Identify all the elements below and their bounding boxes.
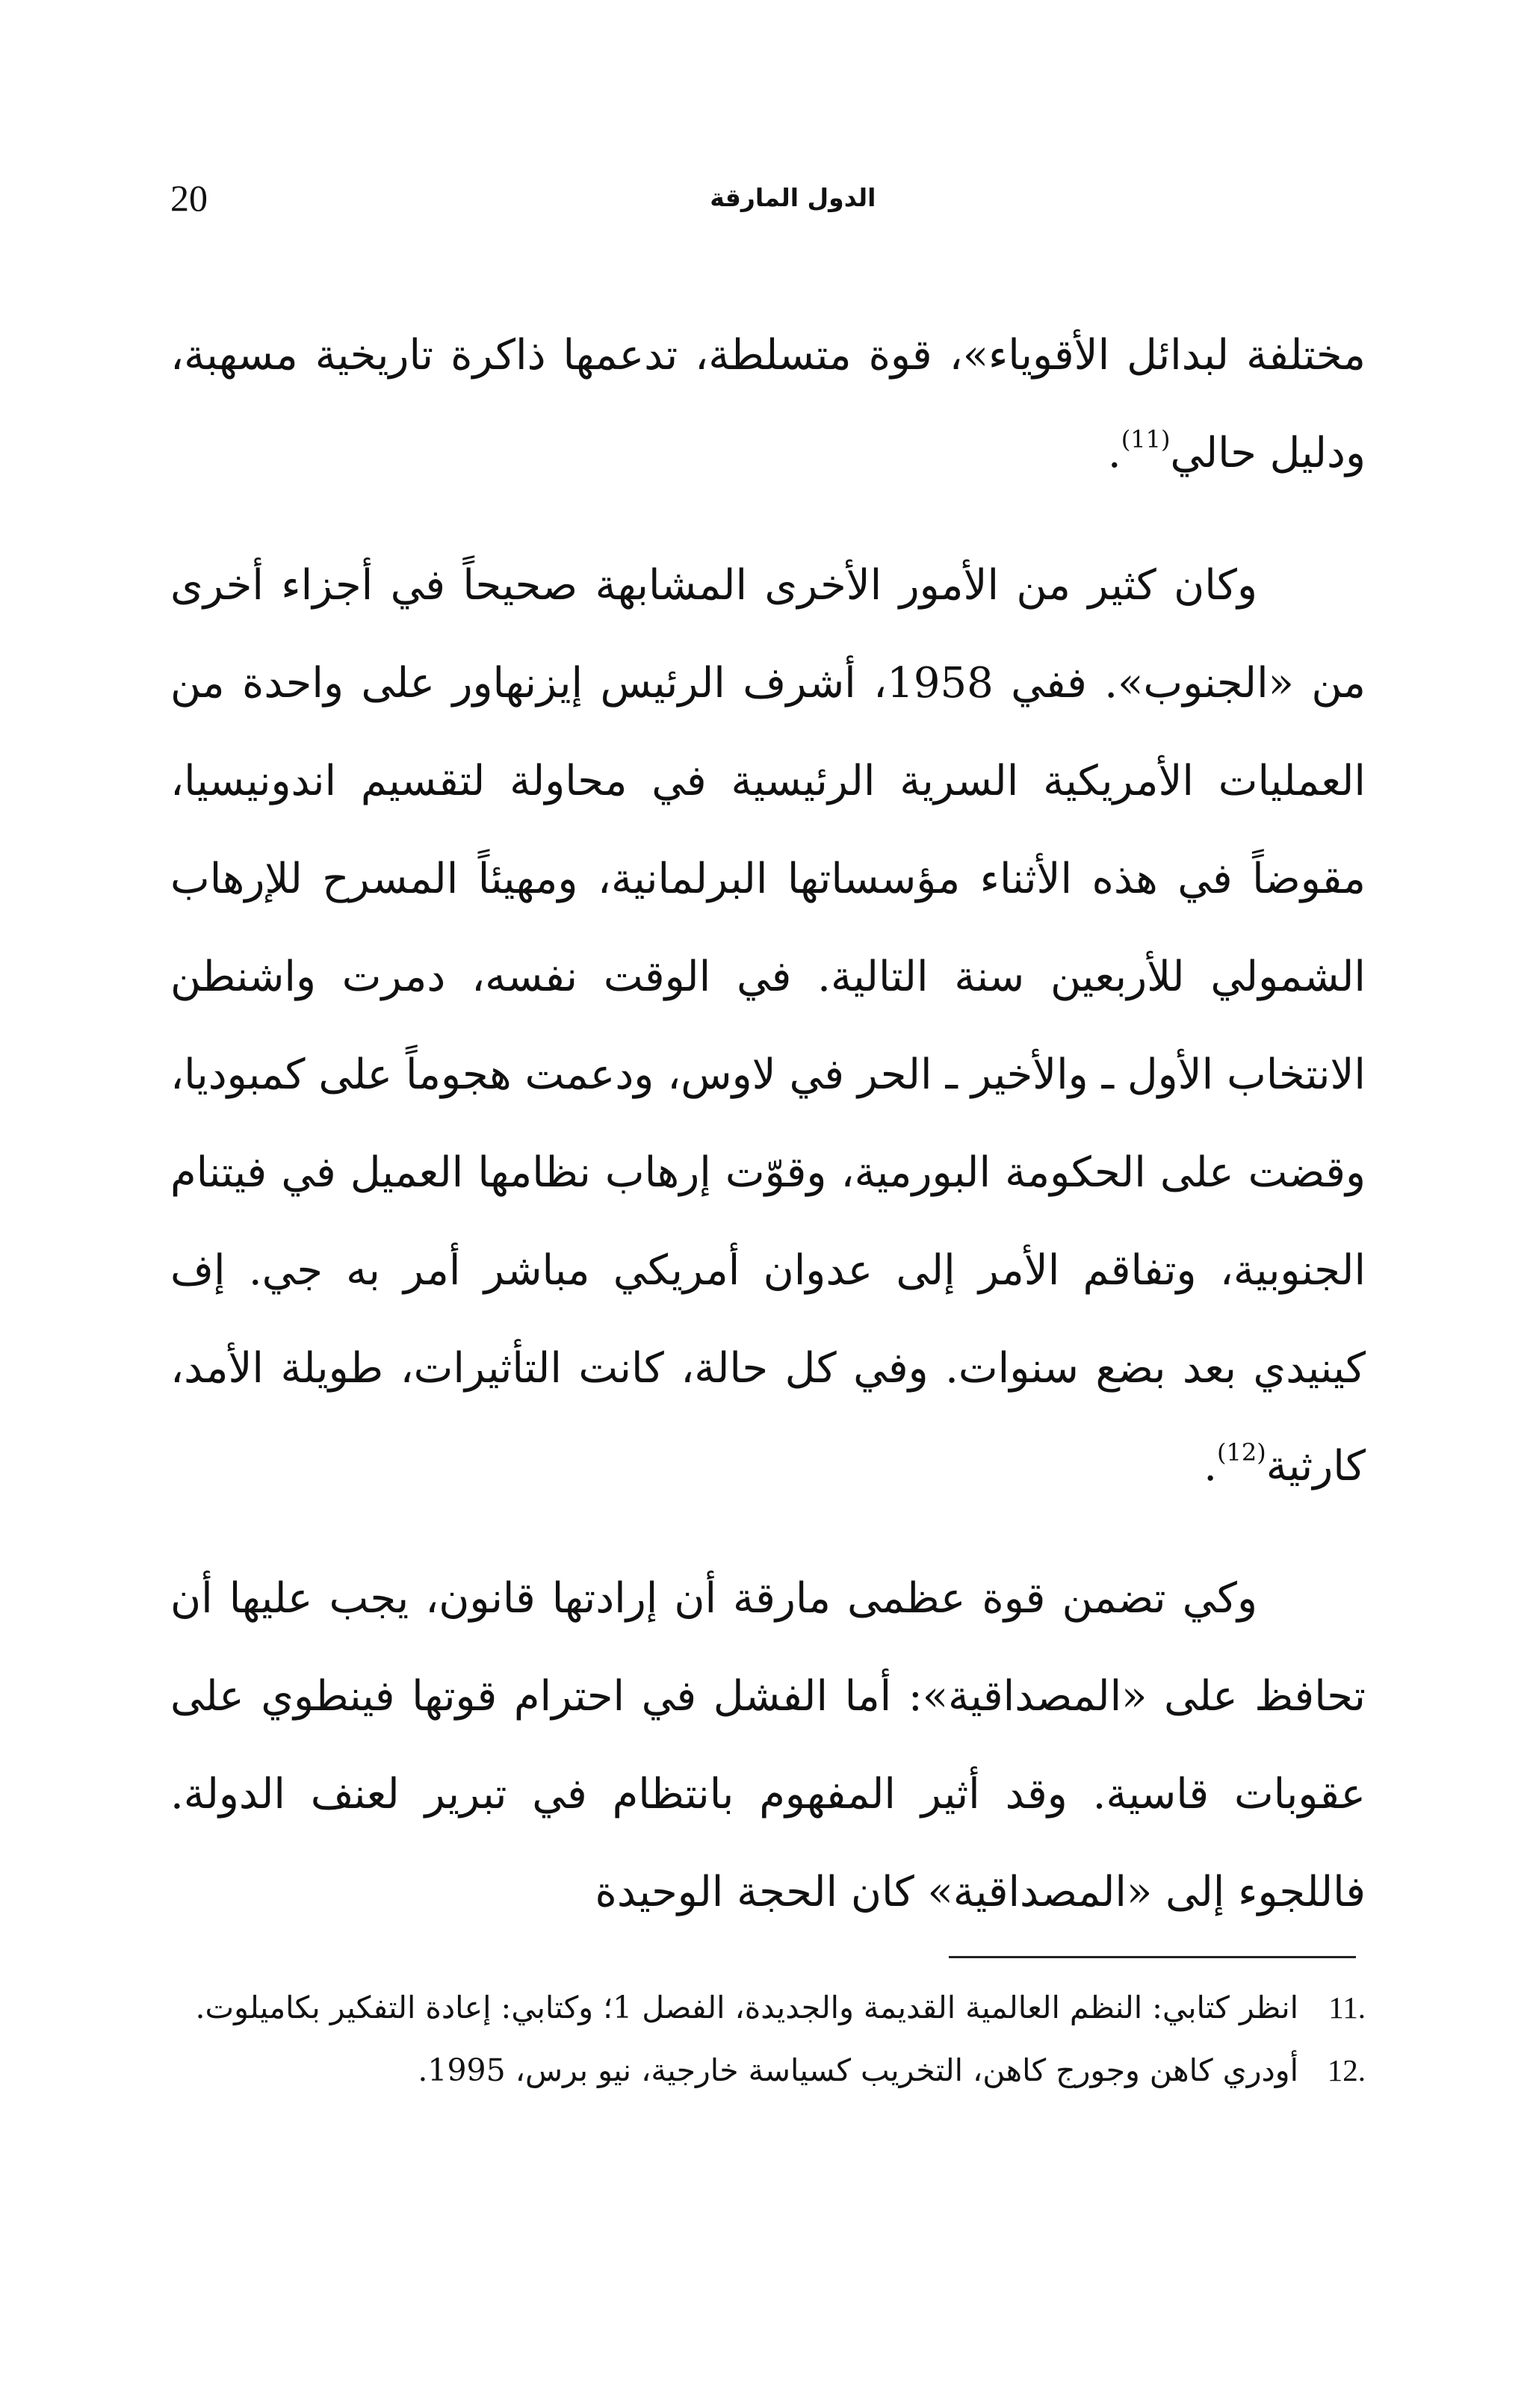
page-header [170,168,1366,228]
footnote-text: انظر كتابي: النظم العالمية القديمة والجديدة، الفصل 1؛ وكتابي: إعادة التفكير بكاميلوت. [195,1990,1298,2025]
paragraph-text: وكان كثير من الأمور الأخرى المشابهة صحيحاً في أجزاء أخرى من «الجنوب». ففي 1958، أشرف الرئيس إيزنهاور على واحدة من العمليات الأمريكية السرية الرئيسية في محاولة لتقسيم اندونيسيا، مقوضاً في هذه الأثناء مؤسساتها البرلمانية، ومهيئاً المسرح للإرهاب الشمولي للأربعين سنة التالية. في الوقت نفسه، دمرت واشنطن الانتخاب الأول ـ والأخير ـ الحر في لاوس، ودعمت هجوماً على كمبوديا، وقضت على الحكومة البورمية، وقوّت إرهاب نظامها العميل في فيتنام الجنوبية، وتفاقم الأمر إلى عدوان أمريكي مباشر أمر به جي. إف كينيدي بعد بضع سنوات. وفي كل حالة، كانت التأثيرات، طويلة الأمد، كارثية [170,561,1366,1491]
footnotes [170,1980,1366,2105]
paragraph-end: . [1204,1442,1218,1491]
running-title: الدول المارقة [710,183,876,212]
body-text [170,306,1366,1941]
footnote-item [170,2043,1366,2098]
footnote-text: أودري كاهن وجورج كاهن، التخريب كسياسة خارجية، نيو برس، 1995. [418,2052,1298,2088]
paragraph [170,1550,1366,1941]
footnote-number: 12. [1327,2053,1366,2087]
paragraph [170,536,1366,1515]
paragraph-end: . [1107,429,1121,477]
page-number: 20 [170,177,208,219]
footnote-ref-12[interactable]: (12) [1217,1438,1266,1467]
footnote-ref-11[interactable]: (11) [1121,425,1171,454]
footnote-item [170,1980,1366,2035]
footnote-divider [949,1956,1356,1958]
footnote-number: 11. [1328,1990,1366,2025]
paragraph-text: وكي تضمن قوة عظمى مارقة أن إرادتها قانون، يجب عليها أن تحافظ على «المصداقية»: أما الفشل في احترام قوتها فينطوي على عقوبات قاسية. وقد أثير المفهوم بانتظام في تبرير لعنف الدولة. فاللجوء إلى «المصداقية» كان الحجة الوحيدة [170,1574,1366,1916]
paragraph-continued [170,306,1366,502]
paragraph-text: مختلفة لبدائل الأقوياء»، قوة متسلطة، تدعمها ذاكرة تاريخية مسهبة، ودليل حالي [170,331,1366,477]
